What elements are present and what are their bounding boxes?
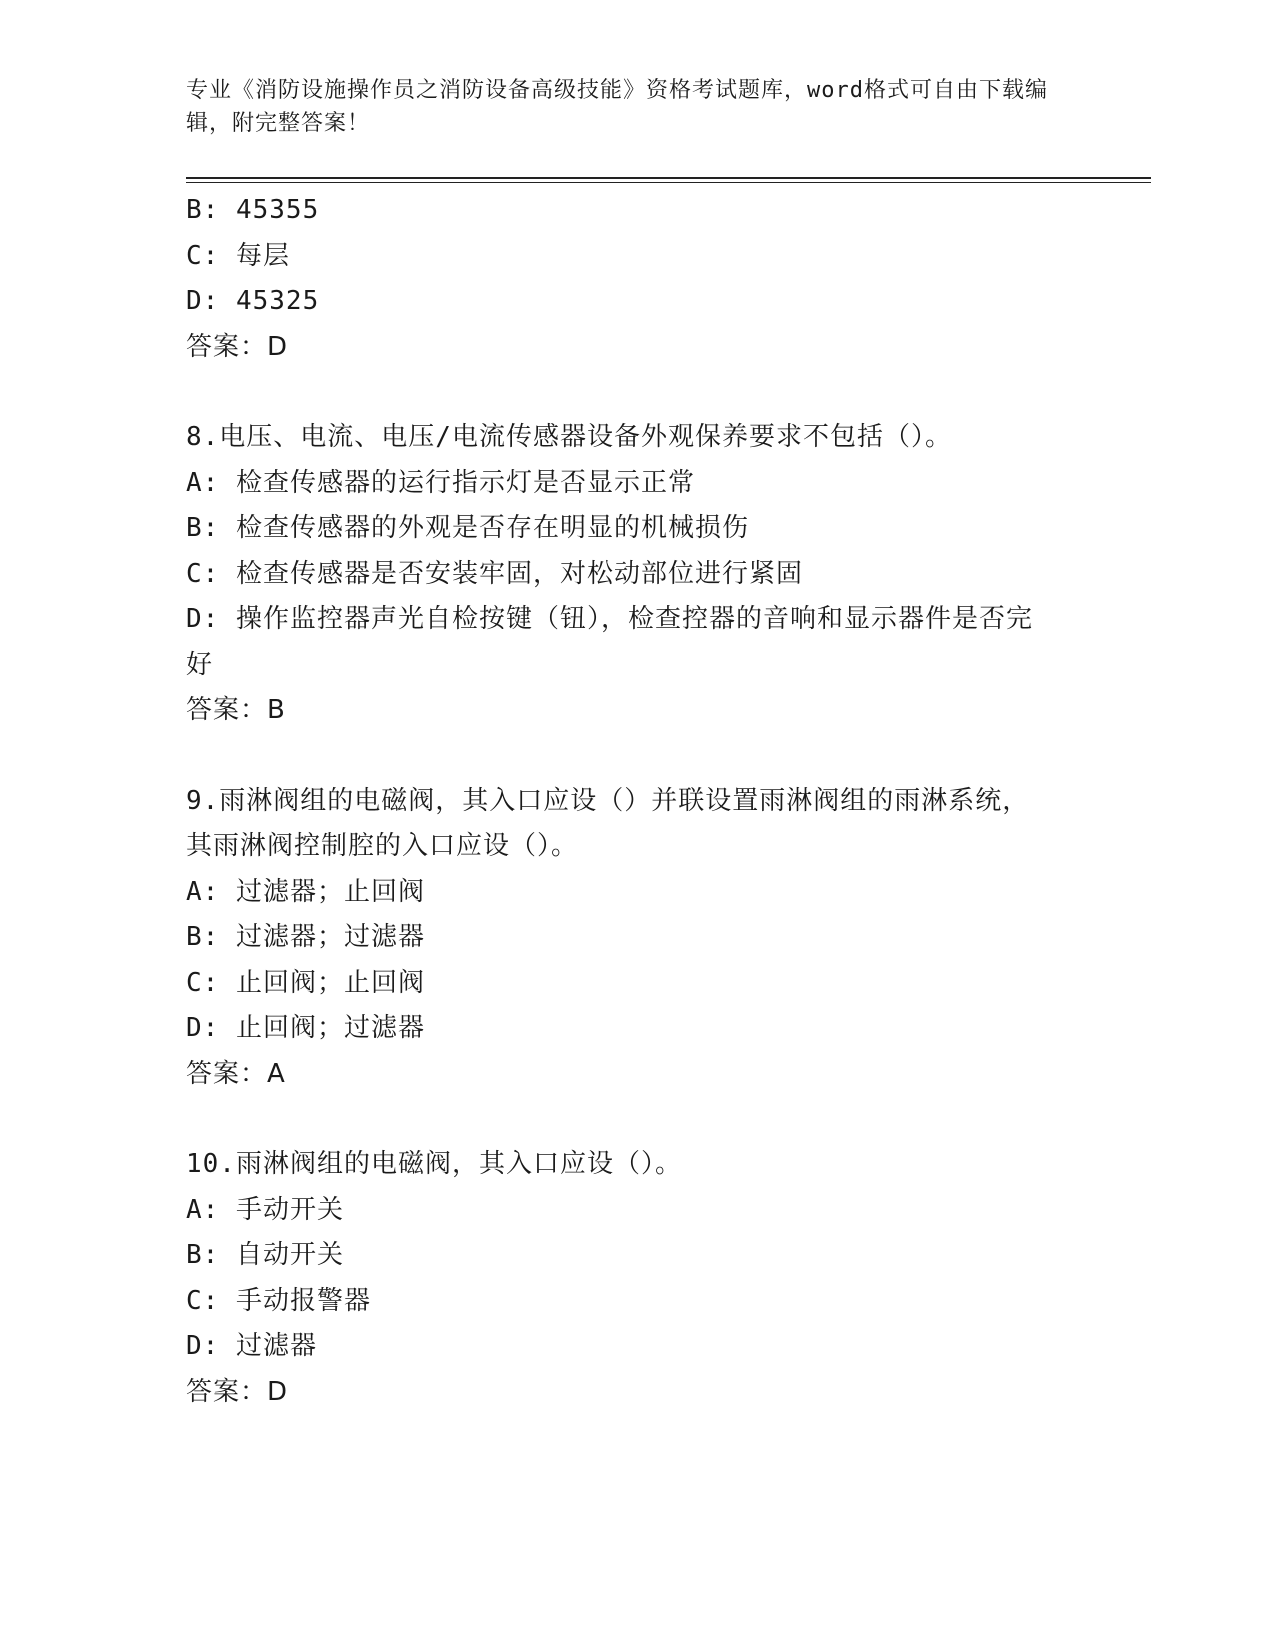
option-c: C: 手动报警器 <box>186 1285 371 1316</box>
answer-label: 答案：B <box>186 695 286 725</box>
question-content <box>186 188 1086 1415</box>
spacer <box>186 1097 1086 1142</box>
option-b: B: 45355 <box>186 195 320 225</box>
spacer <box>186 370 1086 415</box>
document-header: 专业《消防设施操作员之消防设备高级技能》资格考试题库，word格式可自由下载编辑，附完整答案！ <box>186 78 1048 136</box>
option-d: D: 45325 <box>186 286 320 316</box>
question-stem: 9.雨淋阀组的电磁阀，其入口应设（）并联设置雨淋阀组的雨淋系统，其雨淋阀控制腔的入口应设（）。 <box>186 785 1030 861</box>
option-c: C: 止回阀；止回阀 <box>186 967 425 998</box>
option-b: B: 检查传感器的外观是否存在明显的机械损伤 <box>186 513 749 543</box>
question-7-tail <box>186 188 1086 370</box>
option-b: B: 自动开关 <box>186 1240 344 1270</box>
option-d: D: 止回阀；过滤器 <box>186 1013 425 1043</box>
answer-label: 答案：A <box>186 1058 286 1089</box>
option-d: D: 过滤器 <box>186 1331 317 1361</box>
option-d: D: 操作监控器声光自检按键（钮），检查控器的音响和显示器件是否完好 <box>186 604 1033 680</box>
option-c: C: 检查传感器是否安装牢固，对松动部位进行紧固 <box>186 558 803 589</box>
option-c: C: 每层 <box>186 240 290 271</box>
document-page <box>186 0 1151 1650</box>
answer-label: 答案：D <box>186 1376 289 1407</box>
option-a: A: 手动开关 <box>186 1194 344 1225</box>
question-9 <box>186 779 1086 1098</box>
question-10 <box>186 1142 1086 1415</box>
option-a: A: 过滤器；止回阀 <box>186 876 425 907</box>
answer-label: 答案：D <box>186 331 289 362</box>
question-stem: 8.电压、电流、电压/电流传感器设备外观保养要求不包括（）。 <box>186 422 952 452</box>
option-a: A: 检查传感器的运行指示灯是否显示正常 <box>186 467 695 498</box>
question-stem: 10.雨淋阀组的电磁阀，其入口应设（）。 <box>186 1149 682 1179</box>
spacer <box>186 734 1086 779</box>
option-b: B: 过滤器；过滤器 <box>186 922 425 952</box>
question-8 <box>186 415 1086 734</box>
header-divider <box>186 177 1151 183</box>
